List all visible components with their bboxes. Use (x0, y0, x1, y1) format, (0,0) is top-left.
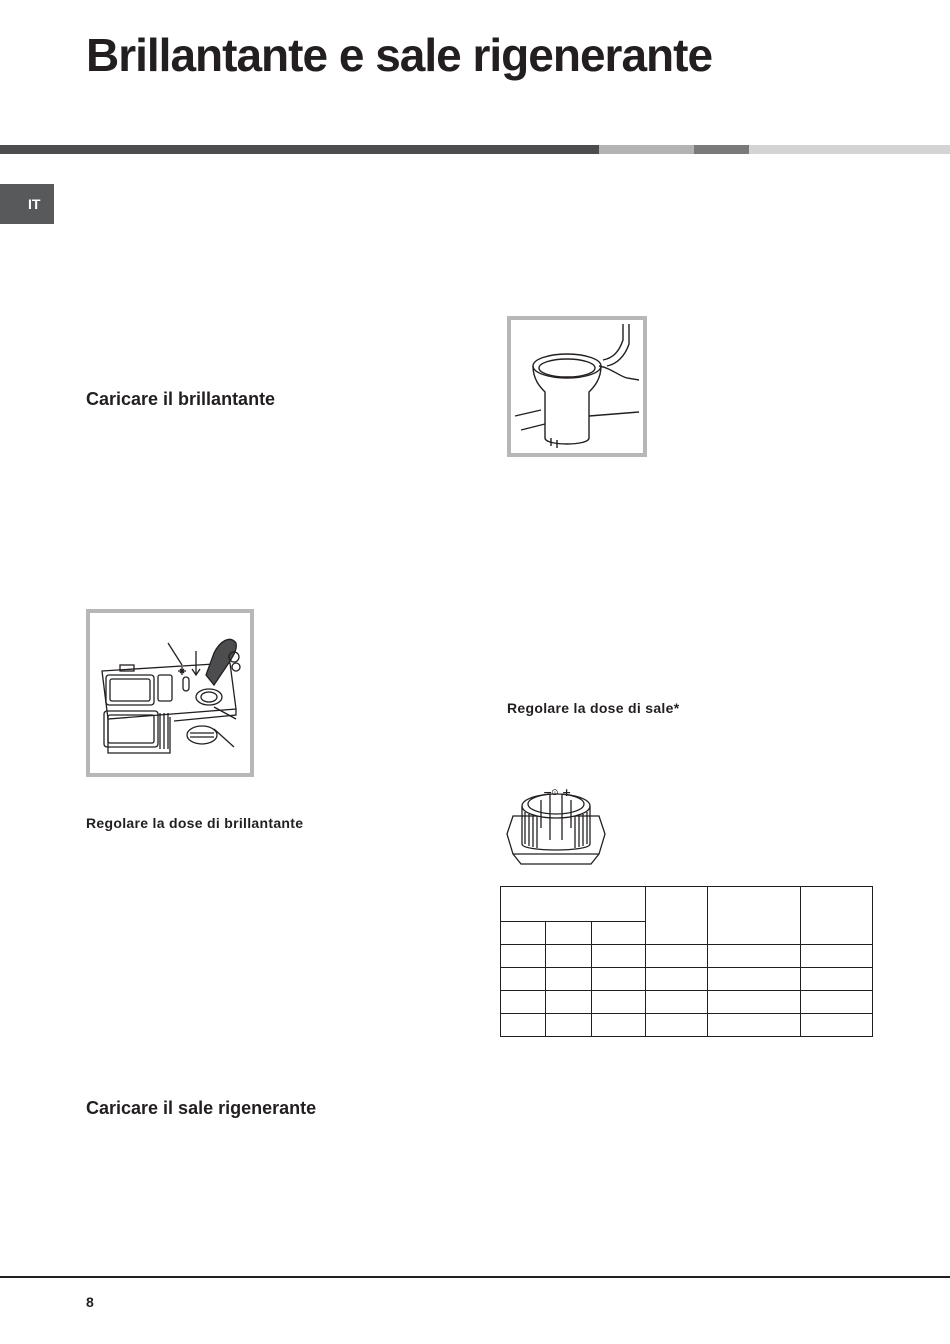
table-header-row (501, 887, 873, 922)
rinse-aid-dose-caption: Regolare la dose di brillantante (86, 815, 304, 831)
table-cell (592, 945, 646, 968)
table-cell (708, 945, 801, 968)
table-cell (801, 1014, 873, 1037)
table-header-cell (646, 887, 708, 945)
table-cell (646, 1014, 708, 1037)
table-subheader-cell (592, 922, 646, 945)
table-cell (501, 991, 546, 1014)
table-cell (801, 945, 873, 968)
salt-dose-caption: Regolare la dose di sale* (507, 700, 680, 716)
table-header-cell (501, 887, 646, 922)
salt-container-drawing (511, 320, 643, 453)
table-cell (546, 1014, 592, 1037)
table-subheader-cell (546, 922, 592, 945)
table-cell (646, 968, 708, 991)
table-row (501, 945, 873, 968)
table-cell (501, 968, 546, 991)
salt-selector-drawing (503, 778, 609, 870)
salt-heading: Caricare il sale rigenerante (86, 1098, 317, 1118)
header-stripe-pale (749, 145, 950, 154)
table-row (501, 968, 873, 991)
header-stripe-mid (694, 145, 749, 154)
rinse-aid-heading: Caricare il brillantante (86, 389, 276, 409)
table-row (501, 1014, 873, 1037)
table-cell (592, 968, 646, 991)
rinse-aid-dispenser-drawing (90, 613, 250, 773)
table-header-cell (708, 887, 801, 945)
salt-container-figure (507, 316, 647, 457)
header-stripe-light (599, 145, 694, 154)
table-cell (546, 991, 592, 1014)
table-header-cell (801, 887, 873, 945)
table-cell (501, 1014, 546, 1037)
table-cell (592, 991, 646, 1014)
rinse-aid-dispenser-figure (86, 609, 254, 777)
table-cell (646, 945, 708, 968)
table-row (501, 991, 873, 1014)
page-title: Brillantante e sale rigenerante (86, 29, 713, 81)
salt-selector-figure (503, 778, 609, 870)
table-cell (546, 968, 592, 991)
footer-rule (0, 1276, 950, 1278)
salt-dose-table (500, 886, 873, 1037)
language-tab (0, 184, 54, 224)
table-cell (501, 945, 546, 968)
table-cell (708, 968, 801, 991)
page-number: 8 (86, 1294, 94, 1310)
salt-selector-minus: − (543, 786, 553, 799)
table-cell (646, 991, 708, 1014)
salt-selector-center: ⊙ (551, 788, 559, 798)
header-stripe-dark (0, 145, 599, 154)
table-cell (708, 1014, 801, 1037)
table-cell (592, 1014, 646, 1037)
table-cell (801, 991, 873, 1014)
salt-selector-plus: + (562, 786, 572, 799)
table-cell (546, 945, 592, 968)
table-subheader-cell (501, 922, 546, 945)
table-cell (708, 991, 801, 1014)
language-tab-label: IT (28, 196, 41, 212)
table-cell (801, 968, 873, 991)
